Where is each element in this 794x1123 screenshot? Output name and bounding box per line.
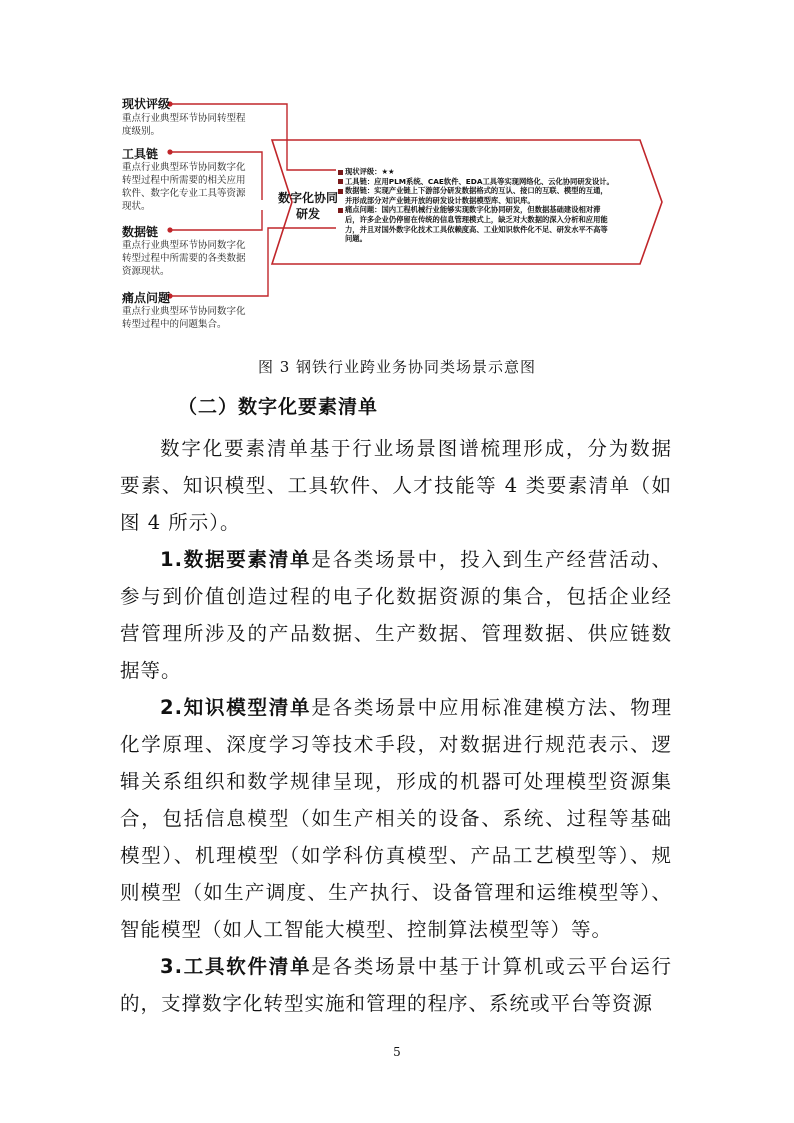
figure-caption: 图 3 钢铁行业跨业务协同类场景示意图 — [257, 358, 537, 376]
knowledge-models-term: 2.知识模型清单 — [160, 696, 312, 719]
tool-chain-description: 重点行业典型环节协同数字化转型过程中所需要的相关应用软件、数字化专业工具等资源现状。 — [122, 162, 246, 212]
pain-point-label: 痛点问题 — [122, 291, 171, 305]
tool-software-text: 是各类场景中基于计算机或云平台运行的，支撑数字化转型实施和管理的程序、系统或平台等资源 — [120, 955, 672, 1015]
pain-point-description: 重点行业典型环节协同数字化转型过程中的问题集合。 — [122, 306, 246, 330]
data-elements-term: 1.数据要素清单 — [160, 548, 312, 571]
bullet-continuation: 并形成部分对产业链开放的研发设计数据模型库、知识库。 — [345, 195, 535, 205]
scenario-title: 数字化协同研发 — [278, 191, 339, 221]
bullet-square-icon — [338, 189, 343, 194]
bullet-item: 工具链：应用PLM系统、CAE软件、EDA工具等实现网络化、云化协同研发设计。 — [338, 177, 650, 187]
status-description: 重点行业典型环节协同转型程度级别。 — [122, 113, 246, 137]
bullet-continuation: 力，并且对国外数字化技术工具依赖度高、工业知识软件化不足、研发水平不高等 — [345, 224, 608, 234]
page-number: 5 — [393, 1045, 401, 1059]
data-chain-label: 数据链 — [122, 225, 159, 239]
paragraph-data-elements — [120, 541, 672, 689]
paragraph-tool-software — [120, 948, 672, 1022]
bullet-square-icon — [338, 208, 343, 213]
section-heading: （二）数字化要素清单 — [178, 396, 379, 418]
bullet-continuation: 后，许多企业仍停留在传统的信息管理模式上，缺乏对大数据的深入分析和应用能 — [345, 214, 608, 224]
bullet-item: 痛点问题：国内工程机械行业能够实现数字化协同研发，但数据基础建设相对滞 — [338, 205, 650, 215]
data-elements-text: 是各类场景中，投入到生产经营活动、参与到价值创造过程的电子化数据资源的集合，包括企业经营管理所涉及的产品数据、生产数据、管理数据、供应链数据等。 — [120, 548, 672, 682]
data-chain-description: 重点行业典型环节协同数字化转型过程中所需要的各类数据资源现状。 — [122, 240, 246, 277]
tool-software-term: 3.工具软件清单 — [160, 955, 312, 978]
bullet-item: 现状评级：★★ — [338, 167, 650, 177]
scenario-bullets — [338, 167, 650, 244]
bullet-continuation: 问题。 — [345, 234, 367, 244]
status-label: 现状评级 — [122, 97, 171, 111]
knowledge-models-text: 是各类场景中应用标准建模方法、物理化学原理、深度学习等技术手段，对数据进行规范表示、逻辑关系组织和数学规律呈现，形成的机器可处理模型资源集合，包括信息模型（如生产相关的设备、系统、过程等基础模型）、机理模型（如学科仿真模型、产品工艺模型等）、规则模型（如生产调度、生产执行、设备管理和运维模型等）、智能模型（如人工智能大模型、控制算法模型等）等。 — [120, 696, 672, 941]
bullet-square-icon — [338, 179, 343, 184]
scenario-figure — [0, 0, 794, 350]
paragraph-knowledge-models — [120, 689, 672, 948]
bullet-square-icon — [338, 170, 343, 175]
paragraph-intro: 数字化要素清单基于行业场景图谱梳理形成，分为数据要素、知识模型、工具软件、人才技能等 4 类要素清单（如图 4 所示）。 — [120, 437, 672, 534]
bullet-item: 数据链：实现产业链上下游部分研发数据格式的互认、接口的互联、模型的互通， — [338, 186, 650, 196]
tool-chain-label: 工具链 — [122, 147, 159, 161]
